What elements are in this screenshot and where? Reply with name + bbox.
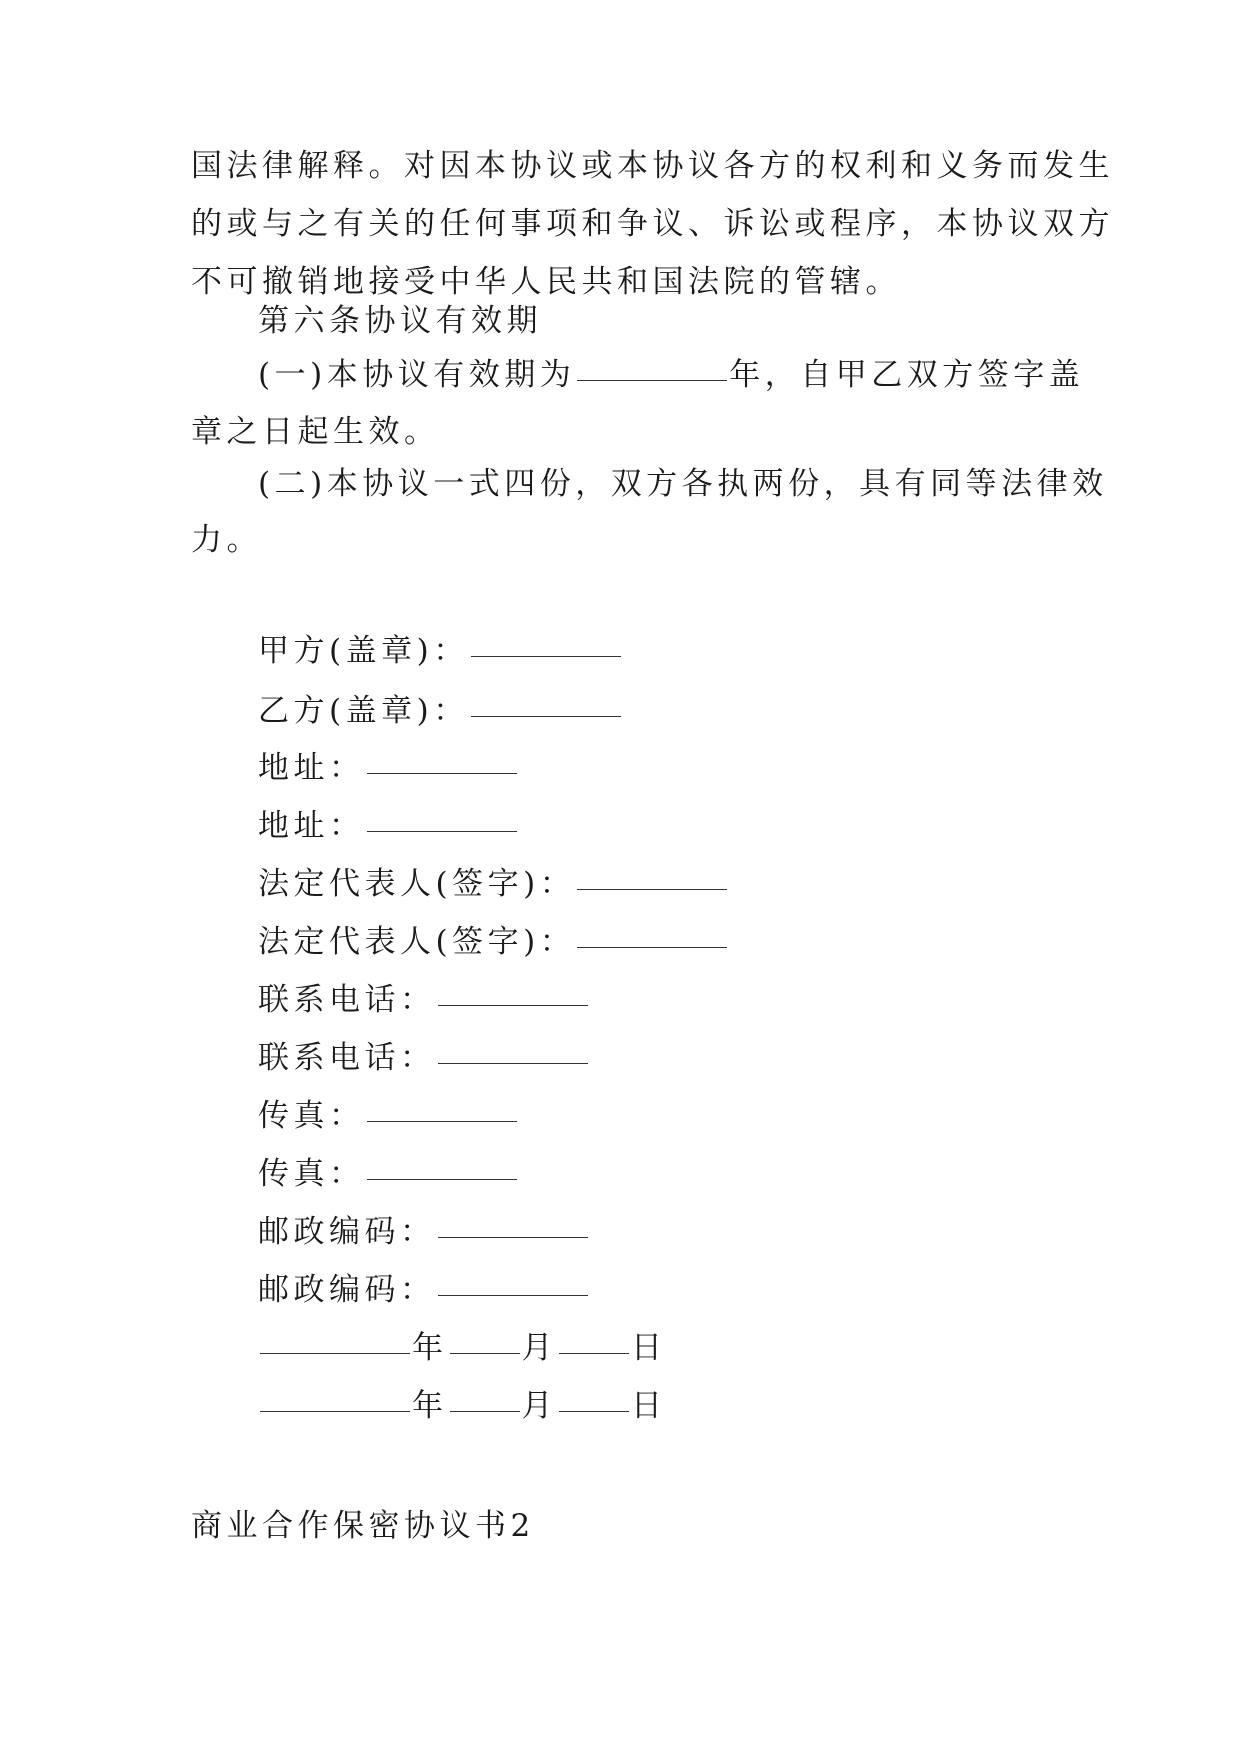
clause-2-line-2: 力。 <box>191 522 262 558</box>
signature-line <box>258 1264 590 1309</box>
signature-label: 邮政编码： <box>258 1214 436 1250</box>
signature-line <box>258 1206 590 1251</box>
month-blank <box>450 1411 520 1412</box>
signature-blank <box>367 1179 517 1180</box>
signature-line <box>258 974 590 1019</box>
article-heading: 第六条协议有效期 <box>258 303 542 339</box>
year-blank <box>260 1411 410 1412</box>
year-label: 年 <box>412 1388 448 1424</box>
day-blank <box>559 1411 629 1412</box>
signature-label: 甲方(盖章)： <box>258 633 469 669</box>
signature-label: 联系电话： <box>258 982 436 1018</box>
paragraph-line: 的或与之有关的任何事项和争议、诉讼或程序，本协议双方 <box>191 206 1114 242</box>
signature-blank <box>438 1237 588 1238</box>
signature-line <box>258 800 519 845</box>
month-blank <box>450 1353 520 1354</box>
date-line <box>258 1380 667 1425</box>
clause-1-line-1 <box>258 346 1118 404</box>
signature-blank <box>367 773 517 774</box>
signature-label: 传真： <box>258 1098 365 1134</box>
signature-blank <box>367 1121 517 1122</box>
day-blank <box>559 1353 629 1354</box>
signature-blank <box>438 1005 588 1006</box>
clause-1-suffix: 年，自甲乙双方签字盖 <box>729 357 1085 393</box>
signature-blank <box>367 831 517 832</box>
signature-label: 邮政编码： <box>258 1272 436 1308</box>
signature-label: 传真： <box>258 1156 365 1192</box>
day-label: 日 <box>631 1388 667 1424</box>
signature-label: 法定代表人(签字)： <box>258 866 576 902</box>
signature-label: 乙方(盖章)： <box>258 693 469 729</box>
signature-line <box>258 858 729 903</box>
signature-blank <box>438 1063 588 1064</box>
signature-label: 地址： <box>258 808 365 844</box>
signature-line <box>258 742 519 787</box>
day-label: 日 <box>631 1330 667 1366</box>
signature-blank <box>471 716 621 717</box>
clause-1-line-2: 章之日起生效。 <box>191 414 440 450</box>
year-blank <box>260 1353 410 1354</box>
paragraph-line: 国法律解释。对因本协议或本协议各方的权利和义务而发生 <box>191 148 1114 184</box>
date-line <box>258 1322 667 1367</box>
signature-line <box>258 1032 590 1077</box>
next-section-heading: 商业合作保密协议书2 <box>191 1508 535 1544</box>
governing-law-paragraph <box>191 137 1114 311</box>
month-label: 月 <box>521 1330 557 1366</box>
term-years-blank <box>577 380 727 381</box>
signature-line <box>258 916 729 961</box>
signature-label: 地址： <box>258 750 365 786</box>
clause-1-prefix: (一)本协议有效期为 <box>258 357 576 393</box>
paragraph-line: 不可撤销地接受中华人民共和国法院的管辖。 <box>191 264 901 300</box>
signature-label: 联系电话： <box>258 1040 436 1076</box>
signature-line <box>258 1148 519 1193</box>
signature-blank <box>577 889 727 890</box>
signature-line <box>258 625 623 670</box>
year-label: 年 <box>412 1330 448 1366</box>
signature-blank <box>438 1295 588 1296</box>
signature-blank <box>577 947 727 948</box>
signature-line <box>258 685 623 730</box>
signature-line <box>258 1090 519 1135</box>
signature-blank <box>471 656 621 657</box>
month-label: 月 <box>521 1388 557 1424</box>
signature-label: 法定代表人(签字)： <box>258 924 576 960</box>
clause-2-line-1: (二)本协议一式四份，双方各执两份，具有同等法律效 <box>258 466 1108 502</box>
